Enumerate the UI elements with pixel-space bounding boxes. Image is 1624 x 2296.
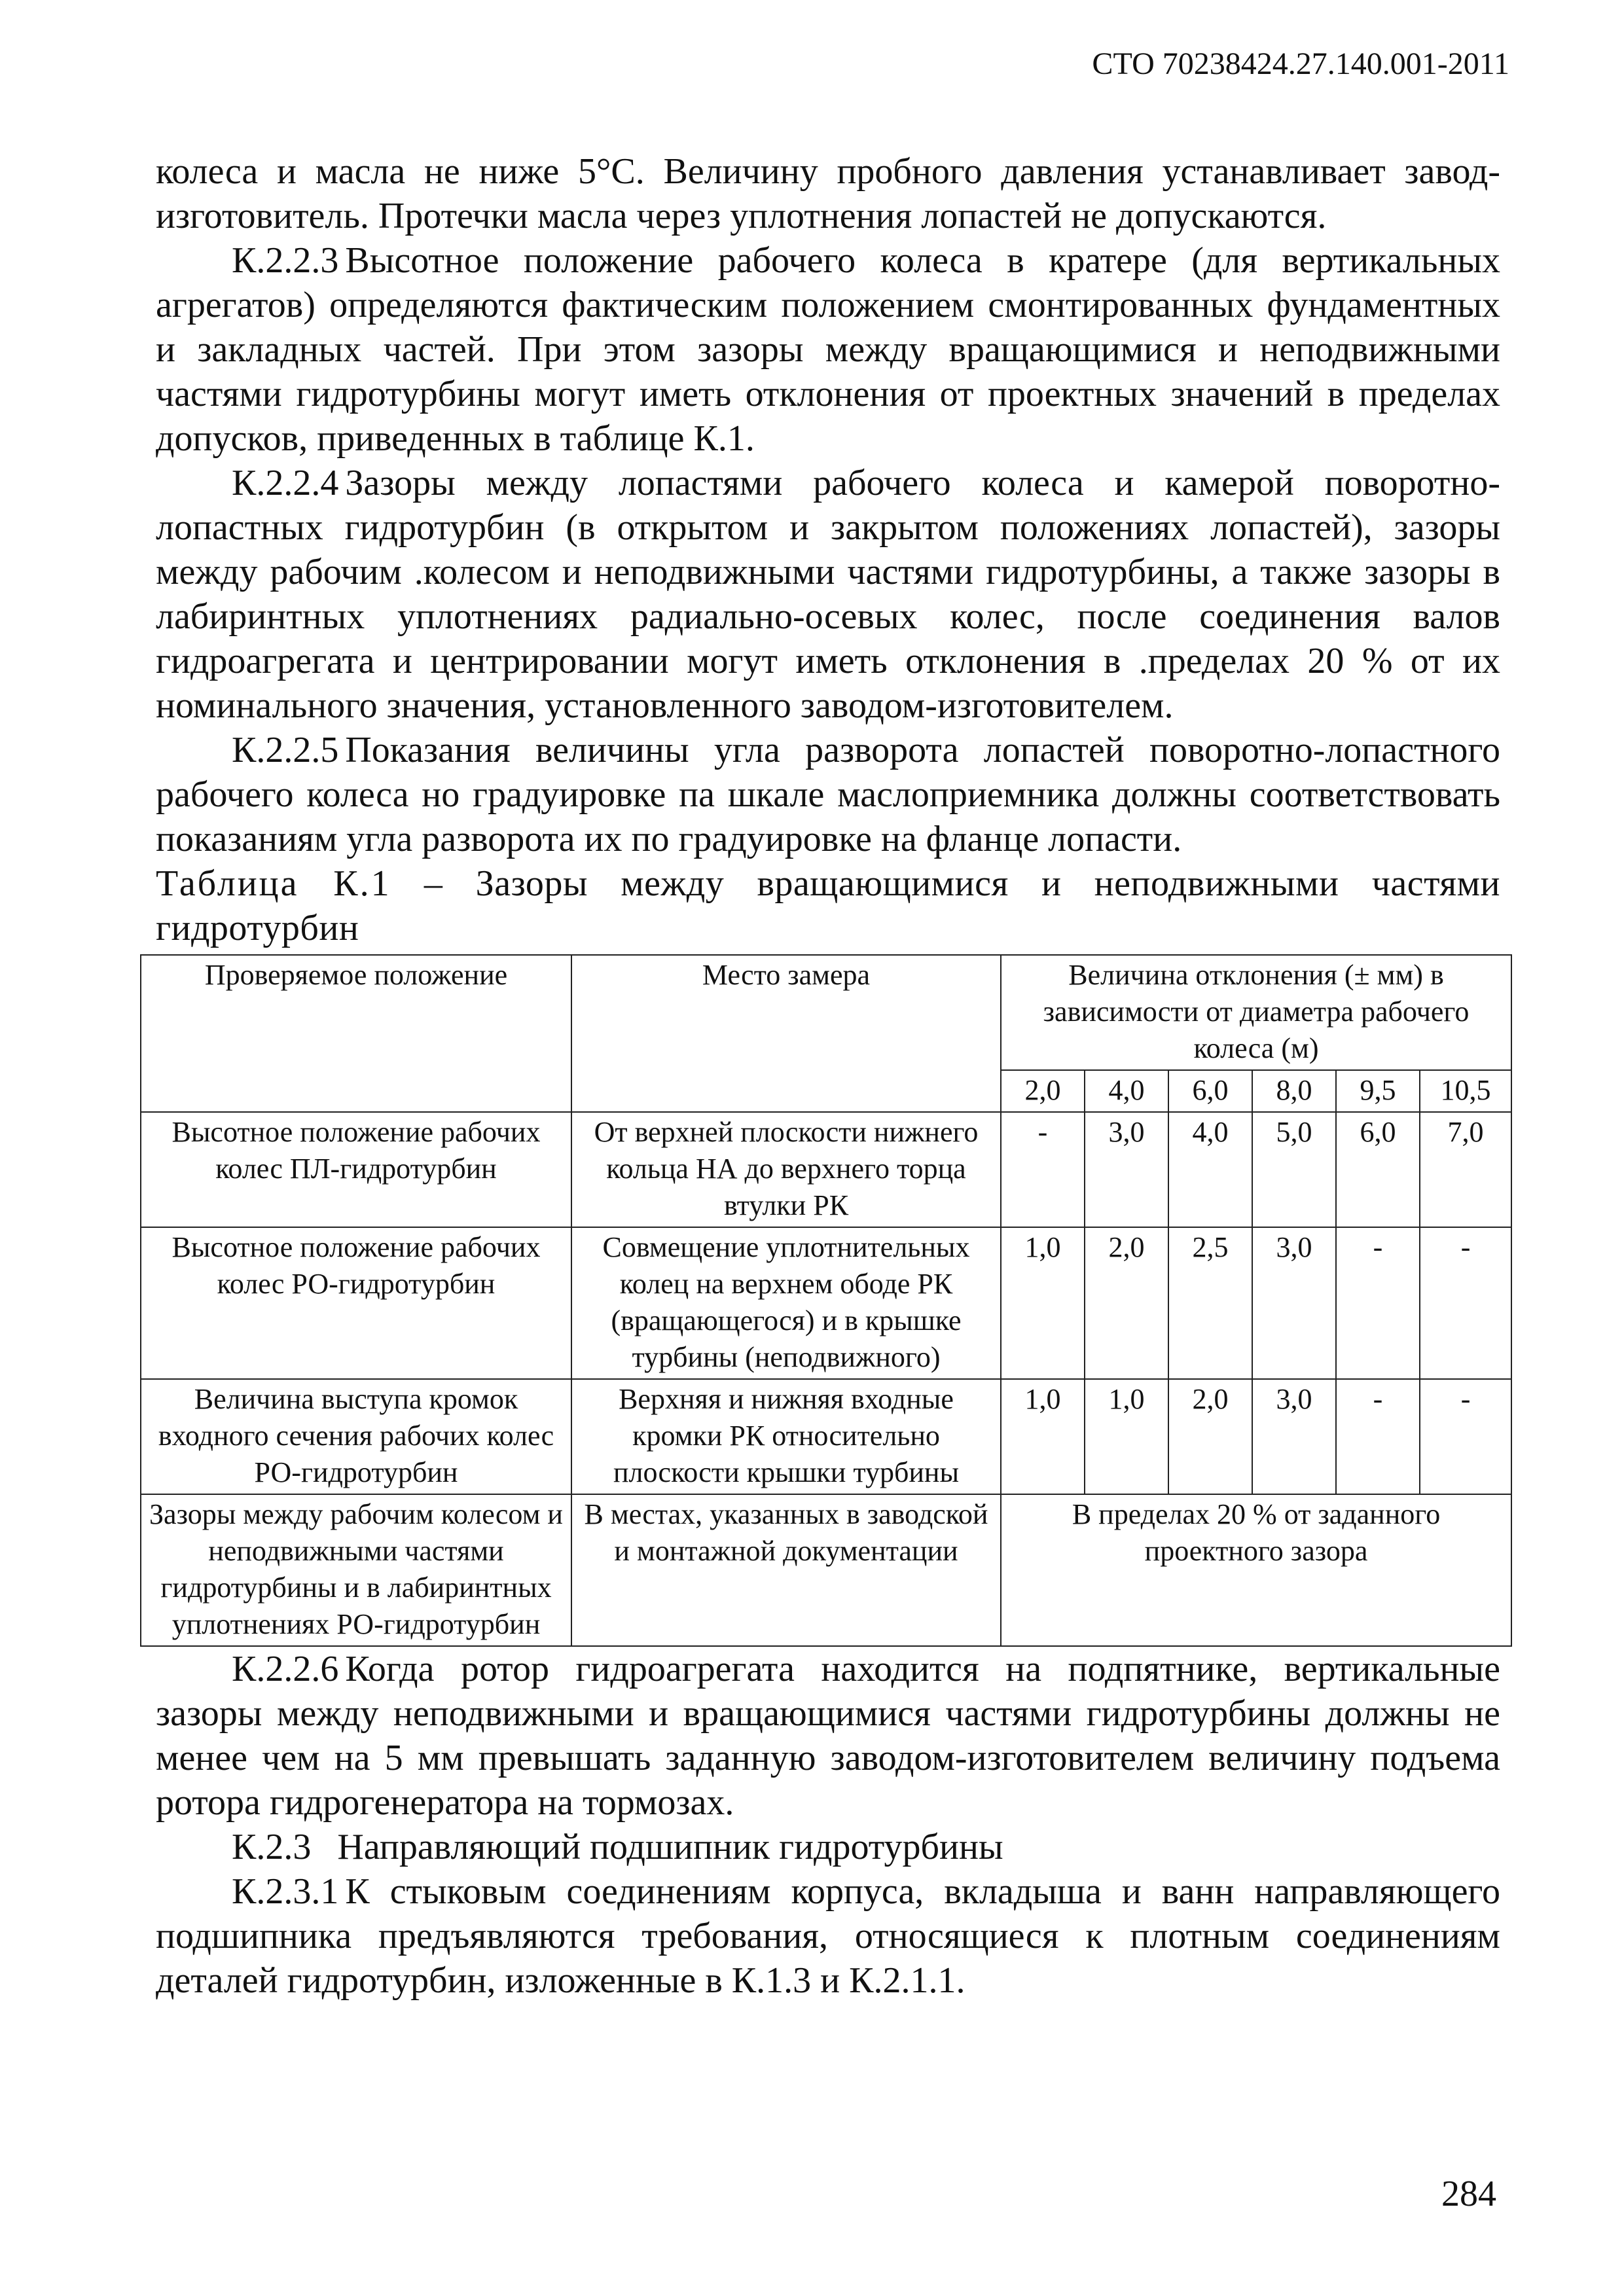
cell-value: 3,0 [1252, 1379, 1336, 1494]
paragraph-continuation: колеса и масла не ниже 5°С. Величину пробного давления устанавливает завод-изготовитель. Протечки масла через уплотнения лопастей не допускаются. [156, 151, 1500, 236]
cell-location: Совмещение уплотнительных колец на верхнем ободе РК (вращающегося) и в крышке турбины (неподвижного) [571, 1227, 1001, 1379]
header-location: Место замера [571, 955, 1001, 1112]
cell-position: Высотное положение рабочих колес РО-гидротурбин [141, 1227, 571, 1379]
cell-value: 2,5 [1168, 1227, 1252, 1379]
table-row [141, 1379, 1511, 1494]
clause-number: К.2.3 [232, 1827, 312, 1867]
paragraph-text: Зазоры между лопастями рабочего колеса и камерой поворотно-лопастных гидротурбин (в открытом и закрытом положениях лопастей), зазоры между рабочим .колесом и неподвижными частями гидротурбины, а также зазоры в лабиринтных уплотнениях радиально-осевых колес, после соединения валов гидроагрегата и центрировании могут иметь отклонения в .пределах 20 % от их номинального значения, установленного заводом-изготовителем. [156, 463, 1500, 726]
table-caption-label: Таблица К.1 [156, 863, 391, 904]
paragraph-text: Высотное положение рабочего колеса в кратере (для вертикальных агрегатов) определяются фактическим положением смонтированных фундаментных и закладных частей. При этом зазоры между вращающимися и неподвижными частями гидротурбины могут иметь отклонения от проектных значений в пределах допусков, приведенных в таблице К.1. [156, 240, 1500, 459]
clause-number: К.2.2.4 [232, 463, 339, 503]
paragraph-k2-2-6 [156, 1647, 1500, 1825]
table-row [141, 1112, 1511, 1227]
header-deviation: Величина отклонения (± мм) в зависимости от диаметра рабочего колеса (м) [1001, 955, 1511, 1070]
cell-value: - [1336, 1379, 1420, 1494]
paragraph-k2-2-5 [156, 728, 1500, 861]
paragraph-k2-2-4 [156, 461, 1500, 728]
diameter-cell: 8,0 [1252, 1070, 1336, 1112]
section-title: Направляющий подшипник гидротурбины [337, 1827, 1003, 1867]
header-position: Проверяемое положение [141, 955, 571, 1112]
cell-value: - [1001, 1112, 1085, 1227]
cell-value: 1,0 [1001, 1227, 1085, 1379]
clause-number: К.2.2.5 [232, 730, 339, 770]
cell-value: 2,0 [1168, 1379, 1252, 1494]
diameter-cell: 10,5 [1420, 1070, 1511, 1112]
cell-value: - [1420, 1379, 1511, 1494]
diameter-cell: 2,0 [1001, 1070, 1085, 1112]
cell-value: 3,0 [1252, 1227, 1336, 1379]
page-content [149, 149, 1500, 2003]
cell-value: 7,0 [1420, 1112, 1511, 1227]
cell-location: В местах, указанных в заводской и монтажной документации [571, 1494, 1001, 1646]
clause-number: К.2.2.6 [232, 1649, 339, 1689]
page-number: 284 [1441, 2174, 1496, 2214]
cell-value: 1,0 [1001, 1379, 1085, 1494]
cell-location: Верхняя и нижняя входные кромки РК относительно плоскости крышки турбины [571, 1379, 1001, 1494]
cell-merged-value: В пределах 20 % от заданного проектного зазора [1001, 1494, 1511, 1646]
section-heading-k2-3 [156, 1825, 1500, 1869]
paragraph-k2-3-1 [156, 1869, 1500, 2003]
clause-number: К.2.3.1 [232, 1871, 339, 1912]
cell-value: - [1336, 1227, 1420, 1379]
diameter-cell: 6,0 [1168, 1070, 1252, 1112]
diameter-cell: 4,0 [1085, 1070, 1168, 1112]
cell-value: - [1420, 1227, 1511, 1379]
cell-position: Величина выступа кромок входного сечения рабочих колес РО-гидротурбин [141, 1379, 571, 1494]
paragraph-text: Когда ротор гидроагрегата находится на подпятнике, вертикальные зазоры между неподвижными и вращающимися частями гидротурбины должны не менее чем на 5 мм превышать заданную заводом-изготовителем величину подъема ротора гидрогенератора на тормозах. [156, 1649, 1500, 1823]
diameter-cell: 9,5 [1336, 1070, 1420, 1112]
cell-value: 6,0 [1336, 1112, 1420, 1227]
paragraph-text: К стыковым соединениям корпуса, вкладыша и ванн направляющего подшипника предъявляются требования, относящиеся к плотным соединениям деталей гидротурбин, изложенные в К.1.3 и К.2.1.1. [156, 1871, 1500, 2001]
paragraph-text: Показания величины угла разворота лопастей поворотно-лопастного рабочего колеса но градуировке па шкале маслоприемника должны соответствовать показаниям угла разворота их по градуировке на фланце лопасти. [156, 730, 1500, 859]
cell-position: Высотное положение рабочих колес ПЛ-гидротурбин [141, 1112, 571, 1227]
clearance-table [140, 954, 1512, 1647]
table-header-row [141, 955, 1511, 1070]
table-row [141, 1494, 1511, 1646]
document-code-header: СТО 70238424.27.140.001-2011 [1092, 46, 1509, 81]
clause-number: К.2.2.3 [232, 240, 339, 281]
cell-value: 3,0 [1085, 1112, 1168, 1227]
paragraph-k2-2-3 [156, 238, 1500, 461]
cell-value: 5,0 [1252, 1112, 1336, 1227]
table-caption-text: – Зазоры между вращающимися и неподвижными частями гидротурбин [156, 863, 1500, 948]
table-row [141, 1227, 1511, 1379]
cell-location: От верхней плоскости нижнего кольца НА до верхнего торца втулки РК [571, 1112, 1001, 1227]
cell-value: 2,0 [1085, 1227, 1168, 1379]
cell-value: 1,0 [1085, 1379, 1168, 1494]
table-caption [156, 861, 1500, 950]
cell-value: 4,0 [1168, 1112, 1252, 1227]
cell-position: Зазоры между рабочим колесом и неподвижными частями гидротурбины и в лабиринтных уплотнениях РО-гидротурбин [141, 1494, 571, 1646]
